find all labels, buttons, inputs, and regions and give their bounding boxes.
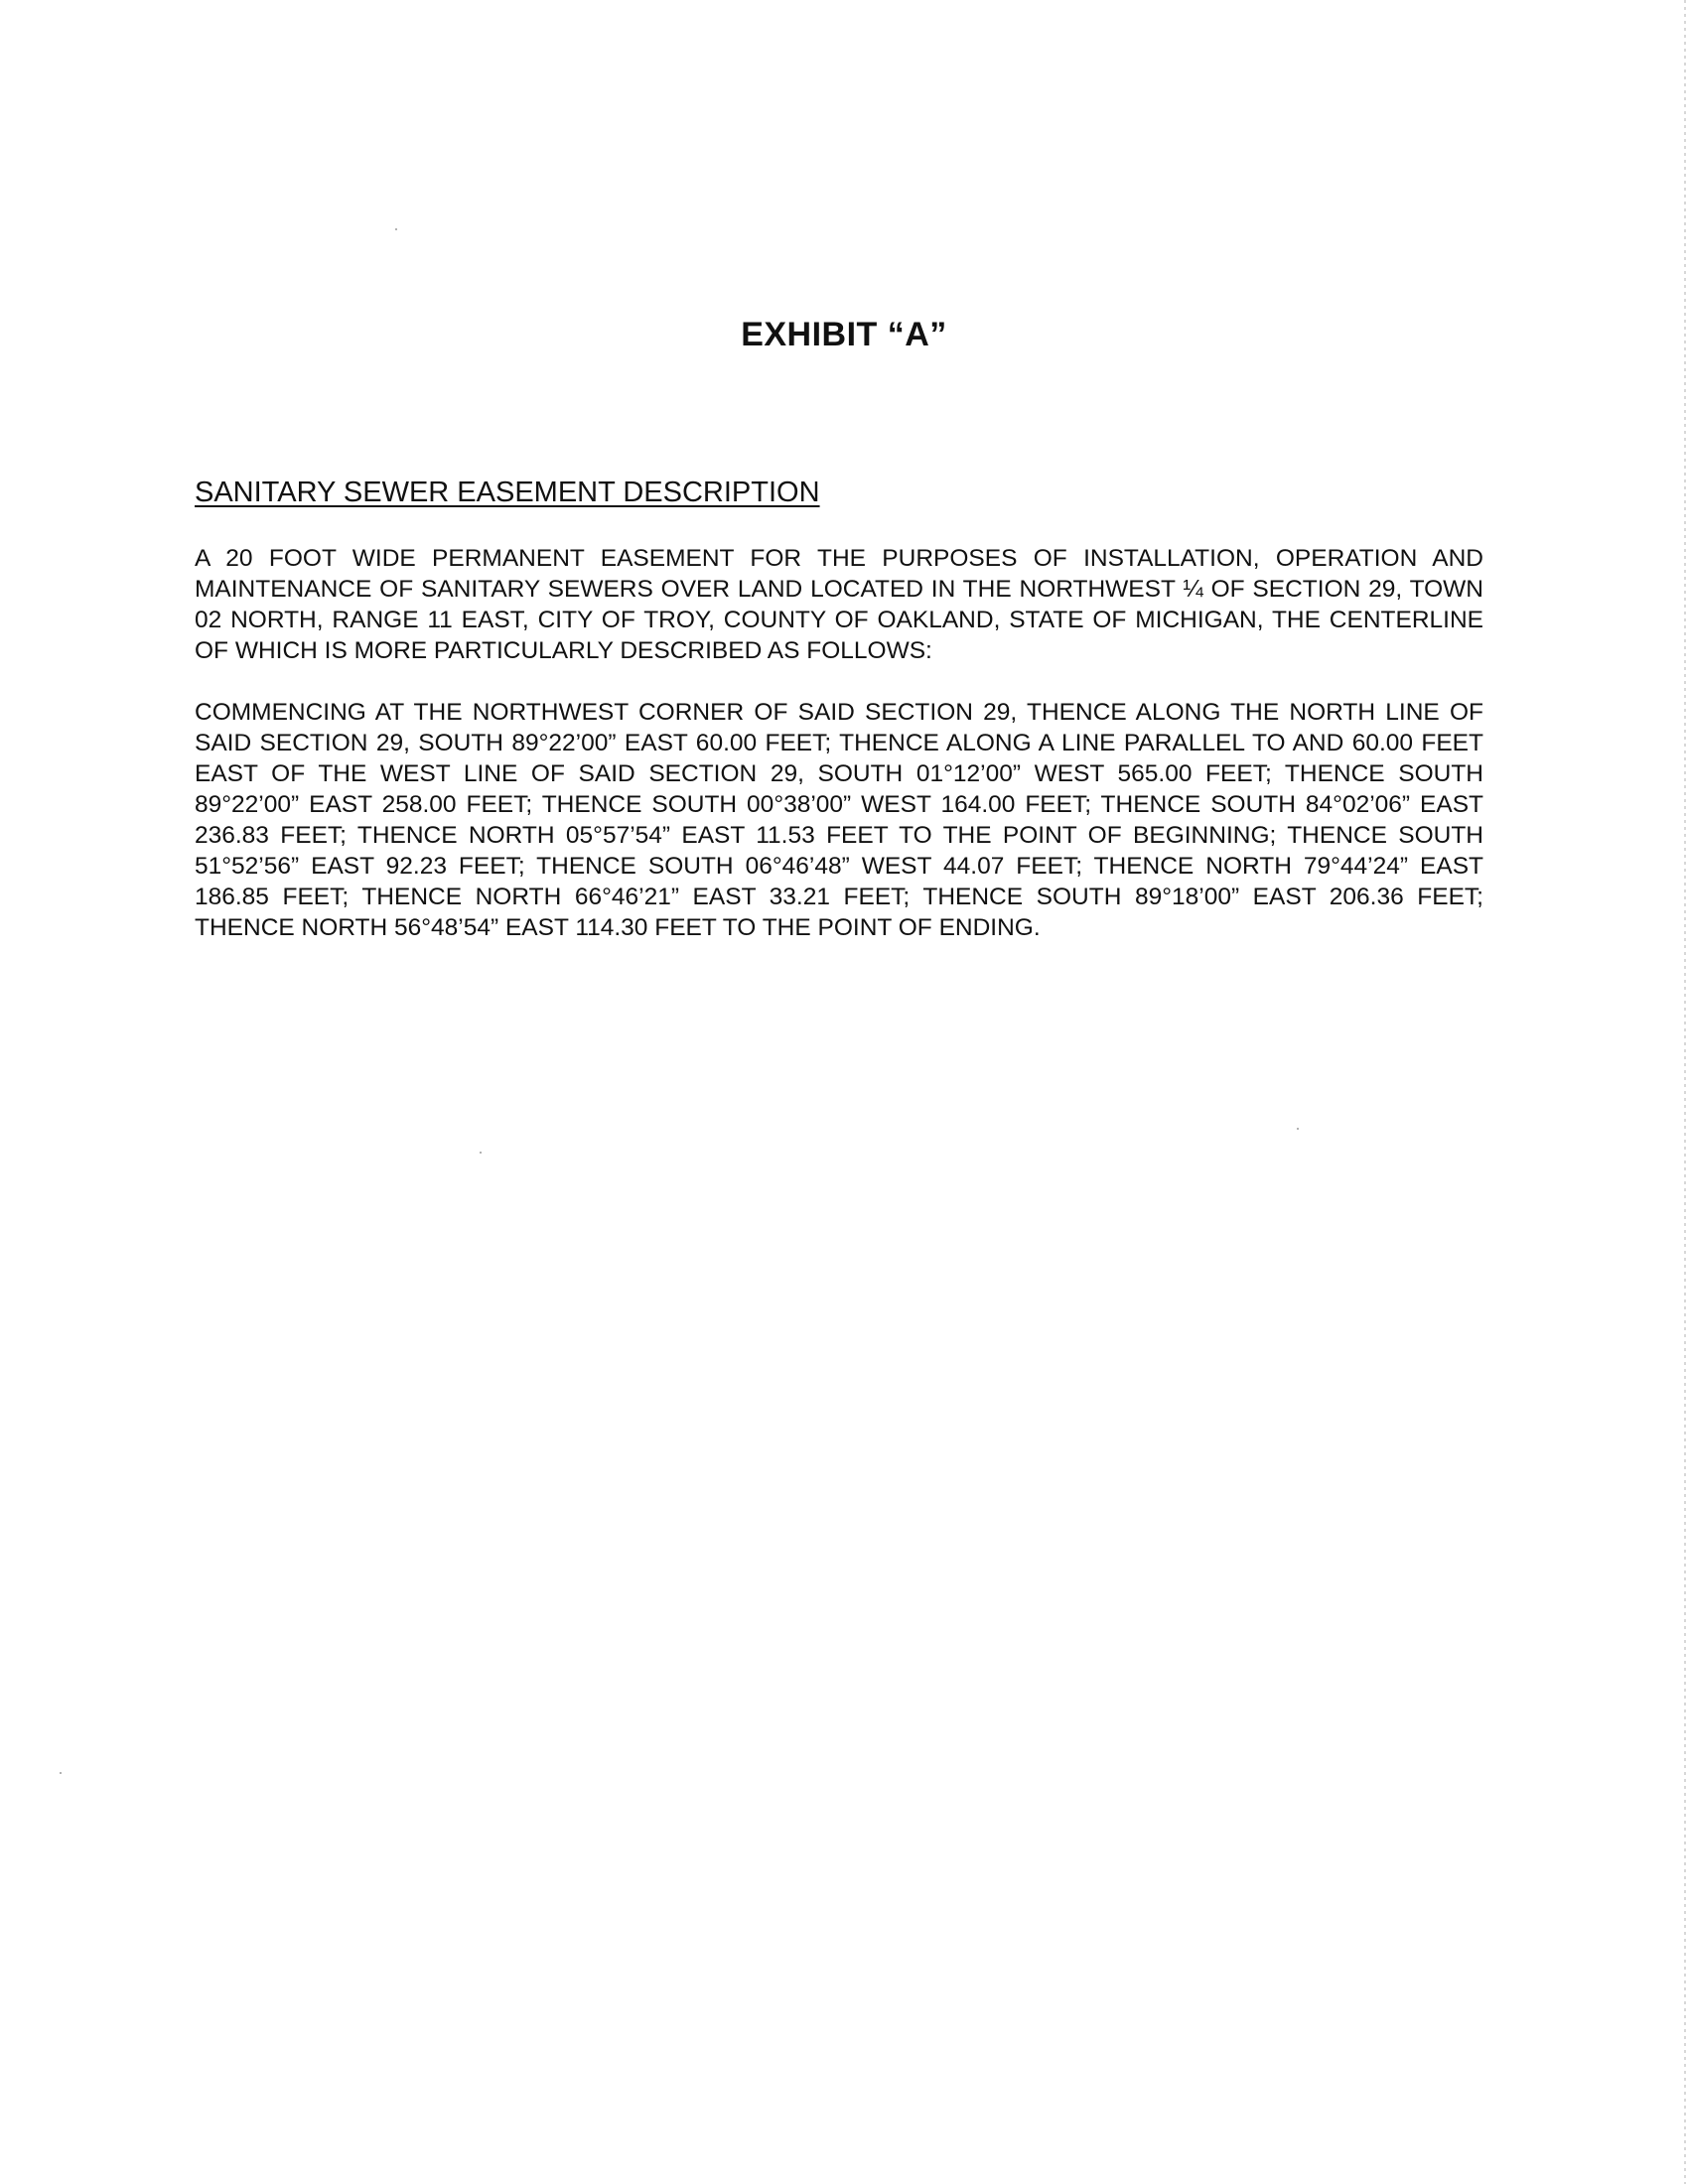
scan-speck: [1297, 1128, 1299, 1130]
scan-speck: [480, 1152, 482, 1154]
scan-speck: [60, 1772, 62, 1774]
section-heading: SANITARY SEWER EASEMENT DESCRIPTION: [195, 477, 820, 508]
easement-intro-paragraph: A 20 FOOT WIDE PERMANENT EASEMENT FOR THE PURPOSES OF INSTALLATION, OPERATION AND MAINTENANCE OF SANITARY SEWERS OVER LAND LOCATED IN THE NORTHWEST ¼ OF SECTION 29, TOWN 02 NORTH, RANGE 11 EAST, CITY OF TROY, COUNTY OF OAKLAND, STATE OF MICHIGAN, THE CENTERLINE OF WHICH IS MORE PARTICULARLY DESCRIBED AS FOLLOWS:: [195, 545, 1483, 664]
scan-edge-line: [1684, 0, 1686, 2184]
easement-description-paragraph: COMMENCING AT THE NORTHWEST CORNER OF SAID SECTION 29, THENCE ALONG THE NORTH LINE OF SAID SECTION 29, SOUTH 89°22’00” EAST 60.00 FEET; THENCE ALONG A LINE PARALLEL TO AND 60.00 FEET EAST OF THE WEST LINE OF SAID SECTION 29, SOUTH 01°12’00” WEST 565.00 FEET; THENCE SOUTH 89°22’00” EAST 258.00 FEET; THENCE SOUTH 00°38’00” WEST 164.00 FEET; THENCE SOUTH 84°02’06” EAST 236.83 FEET; THENCE NORTH 05°57’54” EAST 11.53 FEET TO THE POINT OF BEGINNING; THENCE SOUTH 51°52’56” EAST 92.23 FEET; THENCE SOUTH 06°46’48” WEST 44.07 FEET; THENCE NORTH 79°44’24” EAST 186.85 FEET; THENCE NORTH 66°46’21” EAST 33.21 FEET; THENCE SOUTH 89°18’00” EAST 206.36 FEET; THENCE NORTH 56°48’54” EAST 114.30 FEET TO THE POINT OF ENDING.: [195, 699, 1483, 941]
scan-speck: [395, 228, 397, 230]
exhibit-title: EXHIBIT “A”: [741, 316, 947, 353]
